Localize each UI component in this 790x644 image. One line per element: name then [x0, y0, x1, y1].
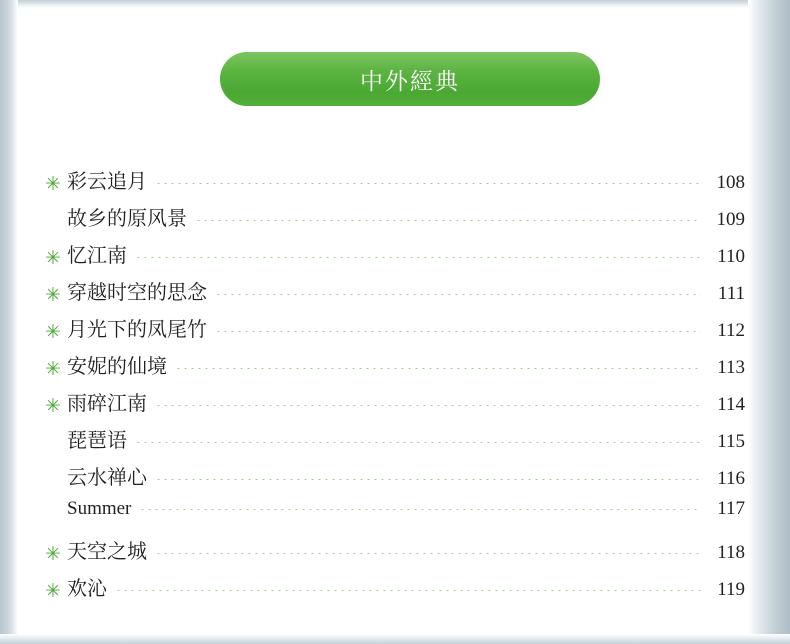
toc-entry[interactable]: [45, 535, 745, 572]
toc-entry[interactable]: [45, 498, 745, 535]
toc-entry-page-number: 112: [717, 320, 745, 341]
toc-leader-dots: [155, 479, 701, 480]
toc-entry[interactable]: [45, 572, 745, 609]
toc-entry-page-number: 111: [717, 283, 745, 304]
asterisk-icon: [45, 212, 67, 231]
toc-entry-title: 雨碎江南: [67, 393, 147, 415]
toc-leader-dots: [155, 405, 701, 406]
toc-entry-title: 琵琶语: [67, 430, 127, 452]
toc-entry-page-number: 113: [717, 357, 745, 378]
section-banner: [220, 52, 600, 106]
toc-entry[interactable]: [45, 239, 745, 276]
toc-entry-page-number: 108: [716, 172, 745, 193]
asterisk-icon: ✳: [45, 322, 61, 343]
toc-entry-title: 欢沁: [67, 578, 107, 600]
toc-entry-title: 忆江南: [67, 245, 127, 267]
toc-entry[interactable]: [45, 387, 745, 424]
toc-leader-dots: [135, 257, 701, 258]
toc-entry-page-number: 118: [717, 542, 745, 563]
toc-entry[interactable]: [45, 424, 745, 461]
toc-entry-title: 天空之城: [67, 541, 147, 563]
toc-entry[interactable]: [45, 461, 745, 498]
toc-leader-dots: [139, 509, 701, 510]
page-edge-bottom: [0, 634, 790, 644]
toc-entry-title: 月光下的凤尾竹: [67, 319, 207, 341]
toc-entry-title: 彩云追月: [67, 171, 147, 193]
asterisk-icon: ✳: [45, 544, 61, 565]
toc-entry-page-number: 117: [717, 498, 745, 519]
toc-leader-dots: [135, 442, 701, 443]
asterisk-icon: ✳: [45, 248, 61, 269]
toc-entry-title: 安妮的仙境: [67, 356, 167, 378]
toc-entry[interactable]: [45, 276, 745, 313]
toc-leader-dots: [115, 590, 701, 591]
toc-leader-dots: [215, 294, 701, 295]
toc-entry-page-number: 109: [716, 209, 745, 230]
toc-entry-page-number: 114: [717, 394, 745, 415]
toc-entry-title: 穿越时空的思念: [67, 282, 207, 304]
toc-entry[interactable]: [45, 165, 745, 202]
toc-entry-page-number: 115: [717, 431, 745, 452]
toc-entry-title: Summer: [67, 498, 132, 519]
table-of-contents: [45, 165, 745, 609]
toc-leader-dots: [155, 183, 701, 184]
toc-entry-page-number: 110: [717, 246, 745, 267]
toc-entry-page-number: 116: [717, 468, 745, 489]
toc-entry[interactable]: [45, 350, 745, 387]
asterisk-icon: ✳: [45, 396, 61, 417]
toc-entry[interactable]: [45, 202, 745, 239]
toc-leader-dots: [195, 220, 701, 221]
asterisk-icon: ✳: [45, 581, 61, 602]
asterisk-icon: [45, 471, 67, 490]
asterisk-icon: ✳: [45, 174, 61, 195]
toc-entry[interactable]: [45, 313, 745, 350]
section-title: 中外經典: [360, 67, 460, 94]
page-edge-top: [0, 0, 790, 8]
asterisk-icon: ✳: [45, 359, 61, 380]
page-edge-right: [748, 0, 790, 644]
toc-entry-page-number: 119: [717, 579, 745, 600]
asterisk-icon: ✳: [45, 285, 61, 306]
asterisk-icon: [45, 501, 67, 520]
toc-leader-dots: [155, 553, 701, 554]
toc-entry-title: 故乡的原风景: [67, 208, 187, 230]
toc-entry-title: 云水禅心: [67, 467, 147, 489]
toc-leader-dots: [175, 368, 701, 369]
asterisk-icon: [45, 434, 67, 453]
page-edge-left: [0, 0, 18, 644]
toc-leader-dots: [215, 331, 701, 332]
